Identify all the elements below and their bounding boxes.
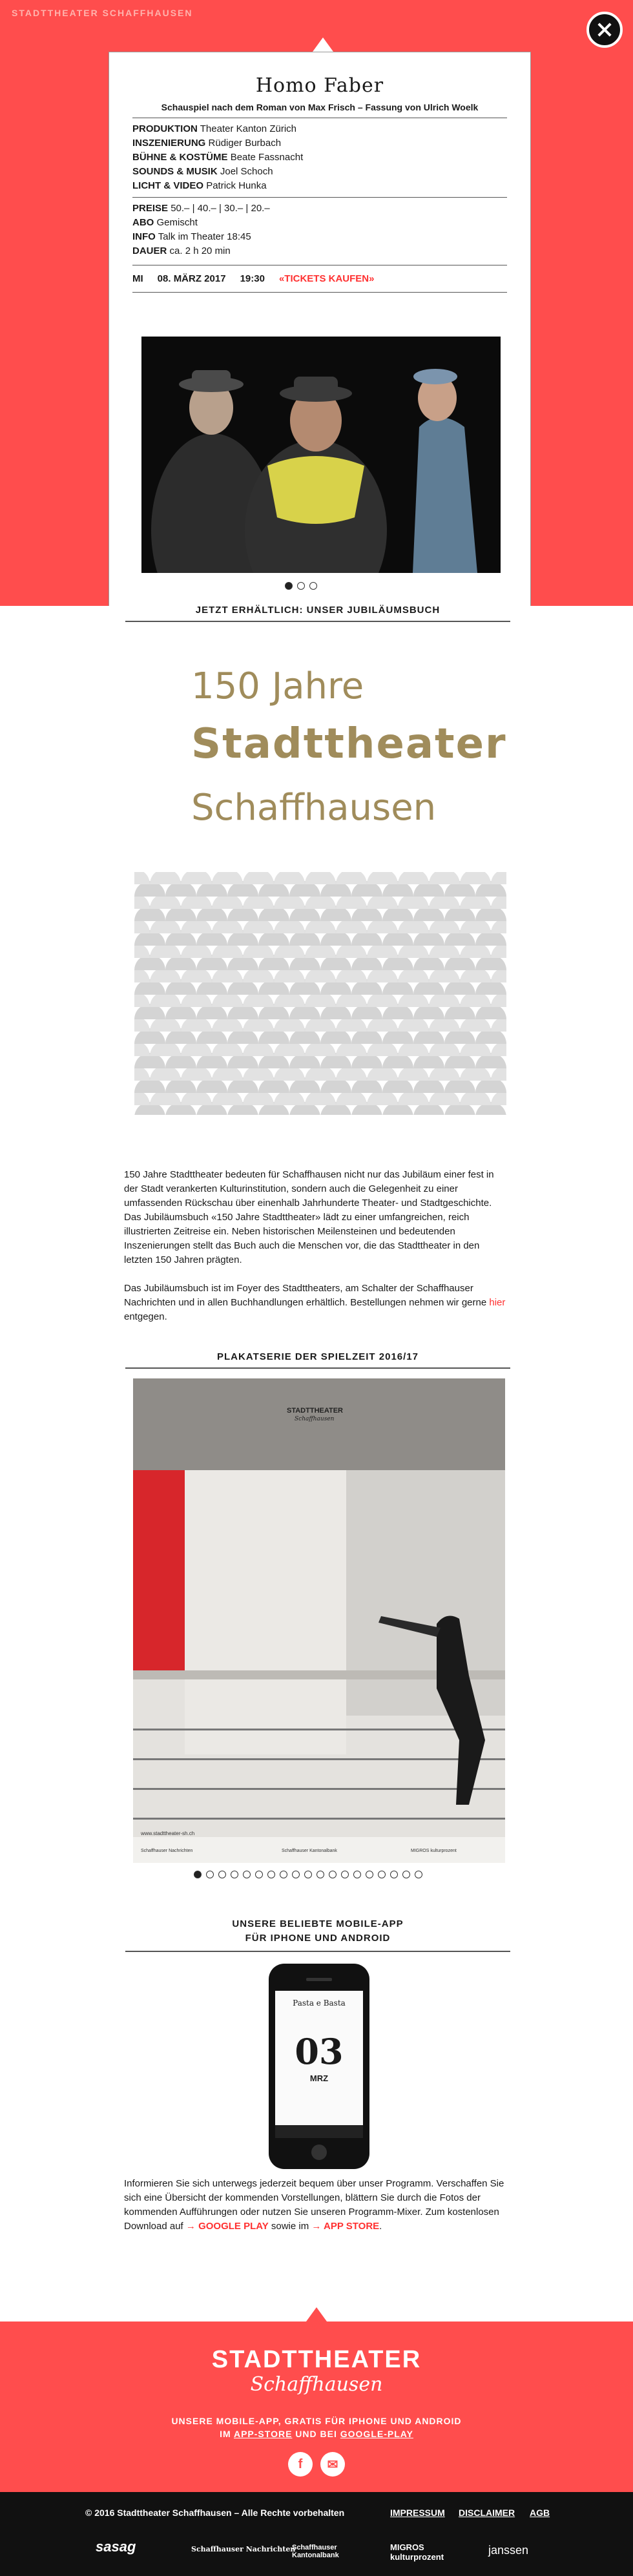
carousel-dot[interactable] [366, 1871, 373, 1878]
jubilee-paragraph1: 150 Jahre Stadttheater bedeuten für Schaffhausen nicht nur das Jubiläum einer fest in der Stadt verankerten Kulturinstitution, sondern auch die Gelegenheit zu einer umfassenden Rückschau über einenhalb Jahrhunderte Theater- und Stadtgeschichte. Das Jubiläumsbuch «150 Jahre Stadttheater» lädt zu einer umfangreichen, reich illustrierten Zeitreise ein. Neben historischen Meilensteinen und bedeutenden Inszenierungen stellt das Buch auch die Menschen vor, die das Stadttheater in den letzten 150 Jahren prägten. [124, 1169, 494, 1265]
disclaimer-link[interactable]: DISCLAIMER [459, 2508, 515, 2518]
abo-row: ABO Gemischt [132, 217, 198, 228]
google-play-link[interactable]: → GOOGLE PLAY [185, 2221, 269, 2232]
poster-url: www.stadttheater-sh.ch [141, 1831, 195, 1836]
carousel-dot[interactable] [297, 582, 305, 590]
show-card [109, 52, 531, 606]
carousel-dot[interactable] [309, 582, 317, 590]
jubilee-line1: 150 Jahre [191, 665, 364, 707]
sponsor-schaffhauser-nachrichten[interactable]: Schaffhauser Nachrichten [191, 2545, 296, 2553]
mail-icon[interactable]: ✉ [320, 2452, 345, 2477]
credit-row: LICHT & VIDEO Patrick Hunka [132, 180, 267, 191]
weekday: MI [132, 273, 143, 284]
copyright: © 2016 Stadttheater Schaffhausen – Alle Rechte vorbehalten [85, 2508, 345, 2518]
agb-link[interactable]: AGB [530, 2508, 550, 2518]
carousel-dot[interactable] [255, 1871, 263, 1878]
performance-row [132, 265, 507, 293]
sponsor-migros[interactable]: MIGROS kulturprozent [390, 2542, 444, 2562]
carousel-dot[interactable] [415, 1871, 422, 1878]
footer-app-store-link[interactable]: APP-STORE [233, 2429, 293, 2439]
carousel-dot[interactable] [316, 1871, 324, 1878]
site-brand[interactable]: STADTTHEATER SCHAFFHAUSEN [12, 8, 193, 18]
performance-time: 19:30 [240, 273, 265, 284]
sponsor-janssen[interactable]: janssen [488, 2544, 529, 2557]
credit-row: SOUNDS & MUSIK Joel Schoch [132, 166, 273, 177]
credit-row: INSZENIERUNG Rüdiger Burbach [132, 138, 282, 149]
poster-brand: STADTTHEATER [287, 1407, 343, 1415]
close-button[interactable] [586, 12, 623, 48]
show-subtitle: Schauspiel nach dem Roman von Max Frisch – Fassung von Ulrich Woelk [132, 102, 507, 118]
carousel-dot[interactable] [206, 1871, 214, 1878]
carousel-dot[interactable] [243, 1871, 251, 1878]
carousel-dot[interactable] [341, 1871, 349, 1878]
poster-brand-sub: Schaffhausen [295, 1416, 335, 1422]
photo-carousel-dots [285, 582, 317, 590]
card-notch [313, 37, 333, 52]
performance-date: 08. MÄRZ 2017 [157, 273, 226, 284]
footer-brand: STADTTHEATER [211, 2346, 422, 2373]
carousel-dot[interactable] [378, 1871, 386, 1878]
tickets-link[interactable]: «TICKETS KAUFEN» [278, 273, 375, 284]
jubilee-line3: Schaffhausen [191, 787, 437, 829]
app-heading: UNSERE BELIEBTE MOBILE-APP FÜR IPHONE UND ANDROID [125, 1917, 510, 1952]
carousel-dot[interactable] [285, 582, 293, 590]
info-block [132, 198, 507, 265]
sponsor-sasag[interactable]: sasag [96, 2539, 136, 2555]
production-photo [141, 337, 501, 573]
footer-notch [306, 2307, 327, 2322]
carousel-dot[interactable] [402, 1871, 410, 1878]
info-row: INFO Talk im Theater 18:45 [132, 231, 251, 242]
impressum-link[interactable]: IMPRESSUM [390, 2508, 445, 2518]
credit-row: BÜHNE & KOSTÜME Beate Fassnacht [132, 152, 304, 163]
facebook-icon[interactable]: f [288, 2452, 313, 2477]
jubilee-heading: JETZT ERHÄLTLICH: UNSER JUBILÄUMSBUCH [125, 605, 510, 622]
app-store-link[interactable]: → APP STORE [311, 2221, 380, 2232]
jubilee-line2: Stadttheater [191, 720, 507, 768]
carousel-dot[interactable] [353, 1871, 361, 1878]
poster-heading: PLAKATSERIE DER SPIELZEIT 2016/17 [125, 1351, 510, 1369]
carousel-dot[interactable] [390, 1871, 398, 1878]
carousel-dot[interactable] [304, 1871, 312, 1878]
show-title: Homo Faber [255, 74, 384, 97]
poster-sponsor: Schaffhauser Nachrichten [141, 1849, 193, 1853]
carousel-dot[interactable] [218, 1871, 226, 1878]
sponsor-kantonalbank[interactable]: Schaffhauser Kantonalbank [292, 2544, 339, 2559]
footer-app-info: UNSERE MOBILE-APP, GRATIS FÜR IPHONE UND ANDROID IM APP-STORE UND BEI GOOGLE-PLAY [171, 2416, 462, 2439]
poster-sponsor: MIGROS kulturprozent [411, 1849, 457, 1853]
price-row: PREISE 50.– | 40.– | 30.– | 20.– [132, 203, 270, 214]
app-screen-title: Pasta e Basta [293, 1999, 346, 2008]
duration-row: DAUER ca. 2 h 20 min [132, 245, 231, 256]
poster-sponsor: Schaffhauser Kantonalbank [282, 1849, 337, 1853]
carousel-dot[interactable] [194, 1871, 202, 1878]
credits-list [132, 118, 507, 198]
carousel-dot[interactable] [329, 1871, 337, 1878]
jubilee-text [124, 1168, 509, 1338]
jubilee-paragraph2: Das Jubiläumsbuch ist im Foyer des Stadttheaters, am Schalter der Schaffhauser Nachrichten und in allen Buchhandlungen erhältlich. Bestellungen nehmen wir gerne hier entgegen. [124, 1283, 506, 1322]
carousel-dot[interactable] [231, 1871, 238, 1878]
carousel-dot[interactable] [267, 1871, 275, 1878]
phone-mockup [269, 1964, 369, 2169]
theater-seats-pattern [134, 872, 506, 1115]
footer [0, 2322, 633, 2492]
footer-google-play-link[interactable]: GOOGLE-PLAY [340, 2429, 413, 2439]
app-screen-month: MRZ [309, 2073, 329, 2083]
carousel-dot[interactable] [292, 1871, 300, 1878]
order-link[interactable]: hier [489, 1297, 506, 1308]
bottom-bar [0, 2492, 633, 2576]
poster-image[interactable] [133, 1378, 505, 1863]
footer-brand-sub: Schaffhausen [250, 2373, 383, 2396]
poster-carousel-dots [194, 1871, 422, 1878]
carousel-dot[interactable] [280, 1871, 287, 1878]
app-text: Informieren Sie sich unterwegs jederzeit bequem über unser Programm. Verschaffen Sie sich eine Übersicht der kommenden Vorstellungen, blättern Sie durch die Fotos der kommenden Aufführungen oder nutzen Sie unseren Programm-Mixer. Zum kostenlosen Download auf → GOOGLE PLAY sowie im → APP STORE. [124, 2178, 504, 2232]
credit-row: PRODUKTION Theater Kanton Zürich [132, 123, 296, 134]
app-screen-day: 03 [295, 2031, 344, 2072]
